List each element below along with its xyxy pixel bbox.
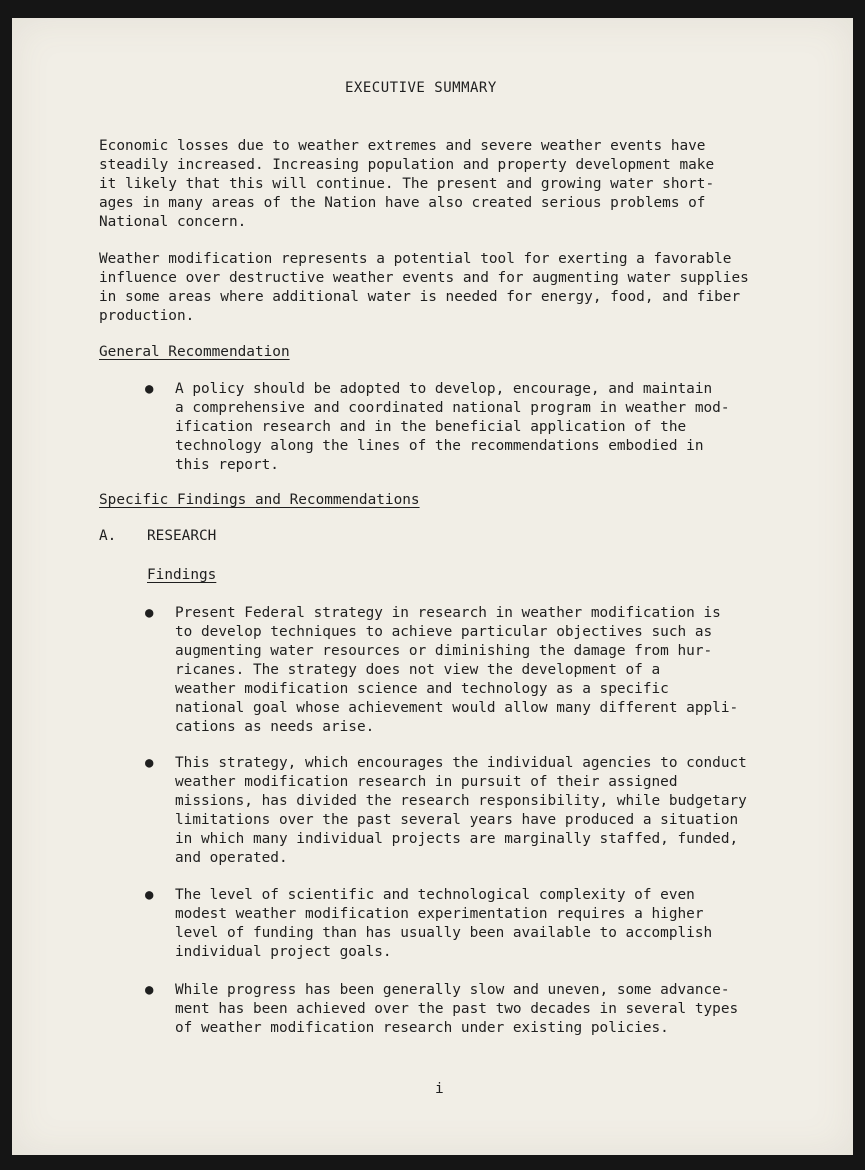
page-title: EXECUTIVE SUMMARY bbox=[345, 80, 497, 96]
section-letter: A. bbox=[99, 528, 117, 544]
finding-text-1: Present Federal strategy in research in weather modification is to develop techniques to achieve particular objectives such as augmenting water resources or diminishing the damage from hur- ricanes. The strategy does not view the development of a weather modification science and technology as a specific national goal whose achievement would allow many different appli- cations as needs arise. bbox=[175, 605, 739, 735]
findings-heading: Findings bbox=[147, 567, 217, 583]
intro-paragraph-2: Weather modification represents a potential tool for exerting a favorable influence over destructive weather events and for augmenting water supplies in some areas where additional water is needed for energy, food, and fiber production. bbox=[99, 251, 749, 324]
finding-text-4: While progress has been generally slow and uneven, some advance- ment has been achieved over the past two decades in several types of weather modification research under existing policies. bbox=[175, 982, 739, 1036]
page-number: i bbox=[435, 1081, 444, 1097]
general-recommendation-text: A policy should be adopted to develop, encourage, and maintain a comprehensive and coordinated national program in weather mod- ification research and in the beneficial application of the technology along the lines of the recommendations embodied in this report. bbox=[175, 381, 730, 473]
intro-paragraph-1: Economic losses due to weather extremes and severe weather events have steadily increased. Increasing population and property development make it likely that this will continue. The present and growing water short- ages in many areas of the Nation have also created serious problems of National concern. bbox=[99, 138, 715, 230]
bullet-icon: ● bbox=[145, 605, 154, 621]
bullet-icon: ● bbox=[145, 887, 154, 903]
specific-findings-heading: Specific Findings and Recommendations bbox=[99, 492, 420, 508]
general-recommendation-heading: General Recommendation bbox=[99, 344, 290, 360]
bullet-icon: ● bbox=[145, 982, 154, 998]
section-name: RESEARCH bbox=[147, 528, 217, 544]
finding-text-3: The level of scientific and technological complexity of even modest weather modification experimentation requires a higher level of funding than has usually been available to accomplish individual project goals. bbox=[175, 887, 713, 960]
section-heading bbox=[99, 528, 216, 544]
finding-text-2: This strategy, which encourages the individual agencies to conduct weather modification research in pursuit of their assigned missions, has divided the research responsibility, while budgetary limitations over the past several years have produced a situation in which many individual projects are marginally staffed, funded, and operated. bbox=[175, 755, 747, 866]
document-page bbox=[12, 18, 853, 1155]
bullet-icon: ● bbox=[145, 381, 154, 397]
bullet-icon: ● bbox=[145, 755, 154, 771]
